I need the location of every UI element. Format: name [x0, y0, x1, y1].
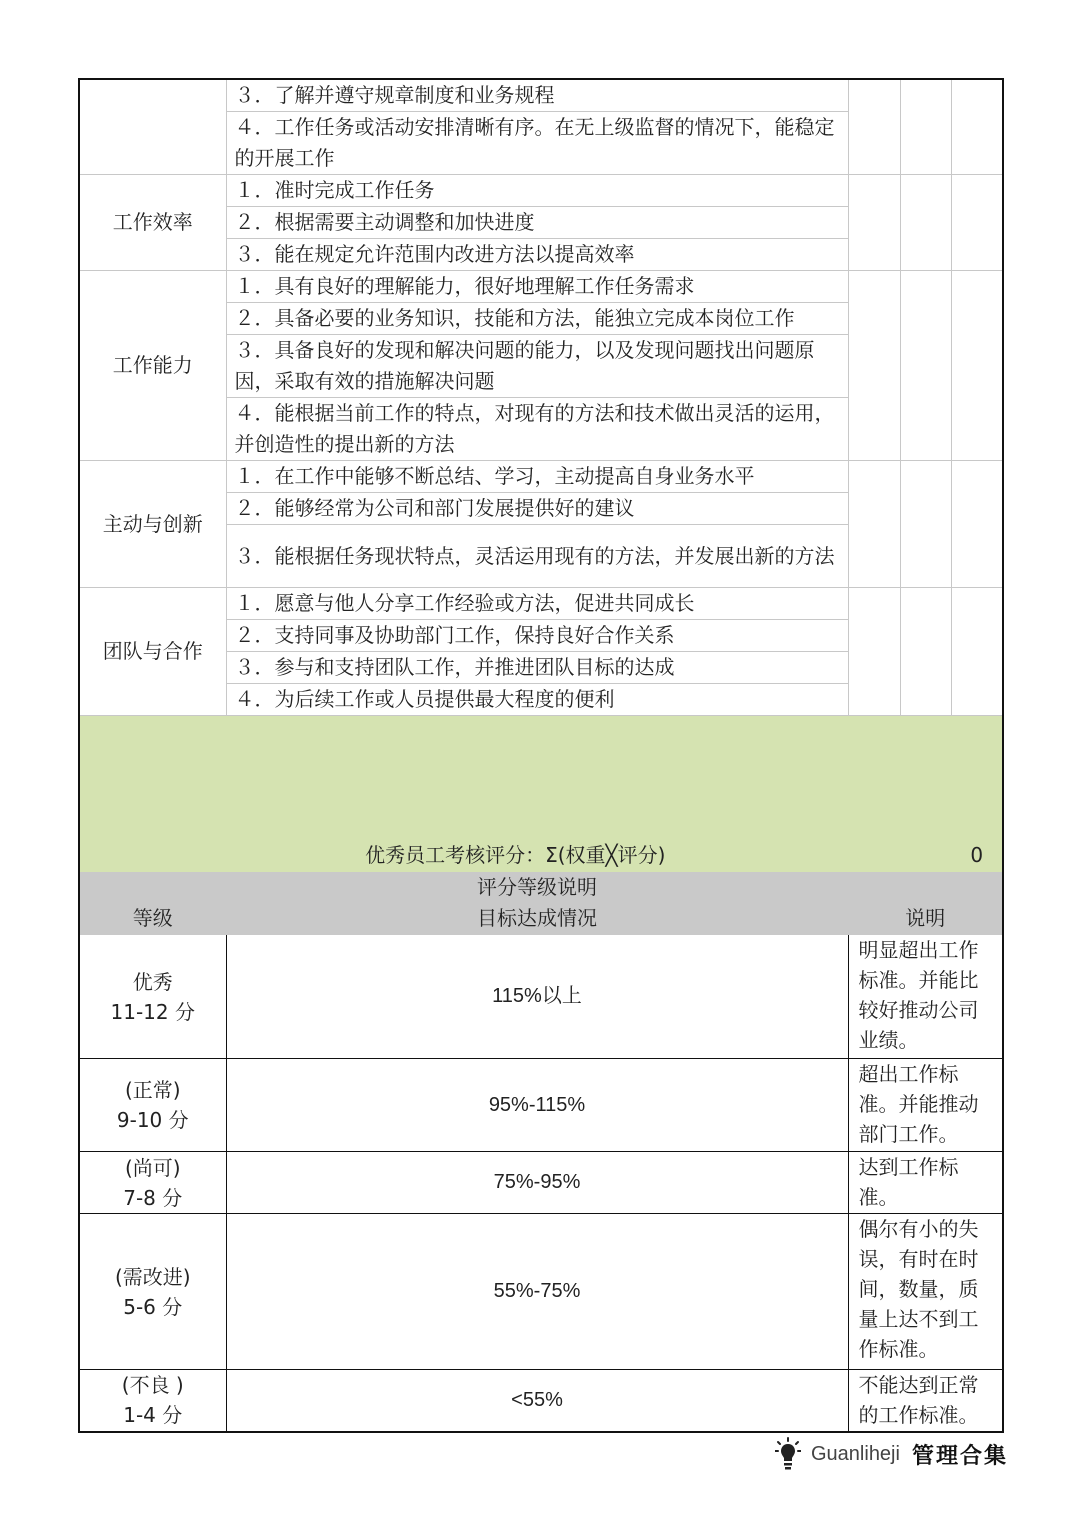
grade-cell	[79, 1152, 226, 1214]
grade-description: 不能达到正常的工作标准。	[848, 1370, 1003, 1432]
criterion-item: ３．能在规定允许范围内改进方法以提高效率	[226, 239, 848, 271]
criterion-item: ２．根据需要主动调整和加快进度	[226, 207, 848, 239]
score-cell[interactable]	[900, 175, 951, 271]
criterion-item: １．准时完成工作任务	[226, 175, 848, 207]
criterion-item: １．愿意与他人分享工作经验或方法，促进共同成长	[226, 588, 848, 620]
score-cell[interactable]	[848, 271, 900, 461]
criterion-item: ３．具备良好的发现和解决问题的能力，以及发现问题找出问题原因，采取有效的措施解决问题	[226, 335, 848, 398]
criterion-item: ４．为后续工作或人员提供最大程度的便利	[226, 684, 848, 716]
score-cell[interactable]	[900, 461, 951, 588]
grade-target: 95%-115%	[226, 1059, 848, 1152]
score-cell[interactable]	[900, 79, 951, 175]
criterion-item: ３．能根据任务现状特点，灵活运用现有的方法，并发展出新的方法	[226, 525, 848, 588]
criterion-item: ２．具备必要的业务知识，技能和方法，能独立完成本岗位工作	[226, 303, 848, 335]
footer-logo	[775, 1434, 1008, 1474]
legend-col-target: 目标达成情况	[477, 906, 597, 930]
category-cell: 工作效率	[79, 175, 226, 271]
criterion-item: ３．了解并遵守规章制度和业务规程	[226, 79, 848, 112]
grade-description: 明显超出工作标准。并能比较好推动公司业绩。	[848, 935, 1003, 1059]
lightbulb-icon	[775, 1437, 801, 1471]
grade-score: 11-12 分	[110, 999, 195, 1024]
grade-target: <55%	[226, 1370, 848, 1432]
criterion-item: ２．能够经常为公司和部门发展提供好的建议	[226, 493, 848, 525]
score-cell[interactable]	[951, 175, 1003, 271]
criterion-item: ２．支持同事及协助部门工作，保持良好合作关系	[226, 620, 848, 652]
grade-cell	[79, 1370, 226, 1432]
score-cell[interactable]	[848, 461, 900, 588]
grade-score: 7-8 分	[123, 1185, 183, 1210]
grade-cell	[79, 935, 226, 1059]
criterion-item: １．在工作中能够不断总结、学习，主动提高自身业务水平	[226, 461, 848, 493]
grade-target: 75%-95%	[226, 1152, 848, 1214]
score-cell[interactable]	[848, 79, 900, 175]
brand-name-cn: 管理合集	[911, 1442, 1008, 1469]
category-cell: 工作能力	[79, 271, 226, 461]
legend-col-grade: 等级	[79, 872, 226, 935]
score-cell[interactable]	[848, 175, 900, 271]
category-cell	[79, 79, 226, 175]
brand-name: Guanliheji	[811, 1442, 900, 1465]
score-cell[interactable]	[951, 79, 1003, 175]
legend-col-desc: 说明	[848, 872, 1003, 935]
grade-target: 115%以上	[226, 935, 848, 1059]
grade-target: 55%-75%	[226, 1214, 848, 1370]
grade-description: 达到工作标准。	[848, 1152, 1003, 1214]
grade-name: 优秀	[132, 969, 173, 994]
score-cell[interactable]	[848, 588, 900, 716]
score-cell[interactable]	[951, 588, 1003, 716]
score-cell[interactable]	[900, 588, 951, 716]
grade-score: 9-10 分	[116, 1108, 189, 1132]
grade-cell	[79, 1214, 226, 1370]
summary-value: 0	[951, 716, 1003, 872]
grade-description: 超出工作标准。并能推动部门工作。	[848, 1059, 1003, 1152]
grade-name: (正常)	[124, 1078, 181, 1102]
legend-header	[226, 872, 848, 935]
grade-name: (不良 )	[121, 1373, 184, 1398]
category-cell: 主动与创新	[79, 461, 226, 588]
score-cell[interactable]	[900, 271, 951, 461]
grade-score: 1-4 分	[123, 1403, 183, 1428]
category-cell: 团队与合作	[79, 588, 226, 716]
summary-label: 优秀员工考核评分：Σ(权重╳评分)	[79, 716, 951, 872]
score-cell[interactable]	[951, 271, 1003, 461]
score-cell[interactable]	[951, 461, 1003, 588]
grade-description: 偶尔有小的失误，有时在时间，数量，质量上达不到工作标准。	[848, 1214, 1003, 1370]
criterion-item: ４．能根据当前工作的特点，对现有的方法和技术做出灵活的运用，并创造性的提出新的方法	[226, 398, 848, 461]
criterion-item: ４．工作任务或活动安排清晰有序。在无上级监督的情况下，能稳定的开展工作	[226, 112, 848, 175]
criterion-item: ３．参与和支持团队工作，并推进团队目标的达成	[226, 652, 848, 684]
grade-score: 5-6 分	[123, 1294, 183, 1319]
grade-name: (需改进)	[114, 1264, 191, 1289]
grade-cell	[79, 1059, 226, 1152]
grade-name: (尚可)	[124, 1155, 181, 1180]
legend-title: 评分等级说明	[477, 875, 597, 899]
evaluation-table	[78, 78, 1004, 1433]
criterion-item: １．具有良好的理解能力，很好地理解工作任务需求	[226, 271, 848, 303]
